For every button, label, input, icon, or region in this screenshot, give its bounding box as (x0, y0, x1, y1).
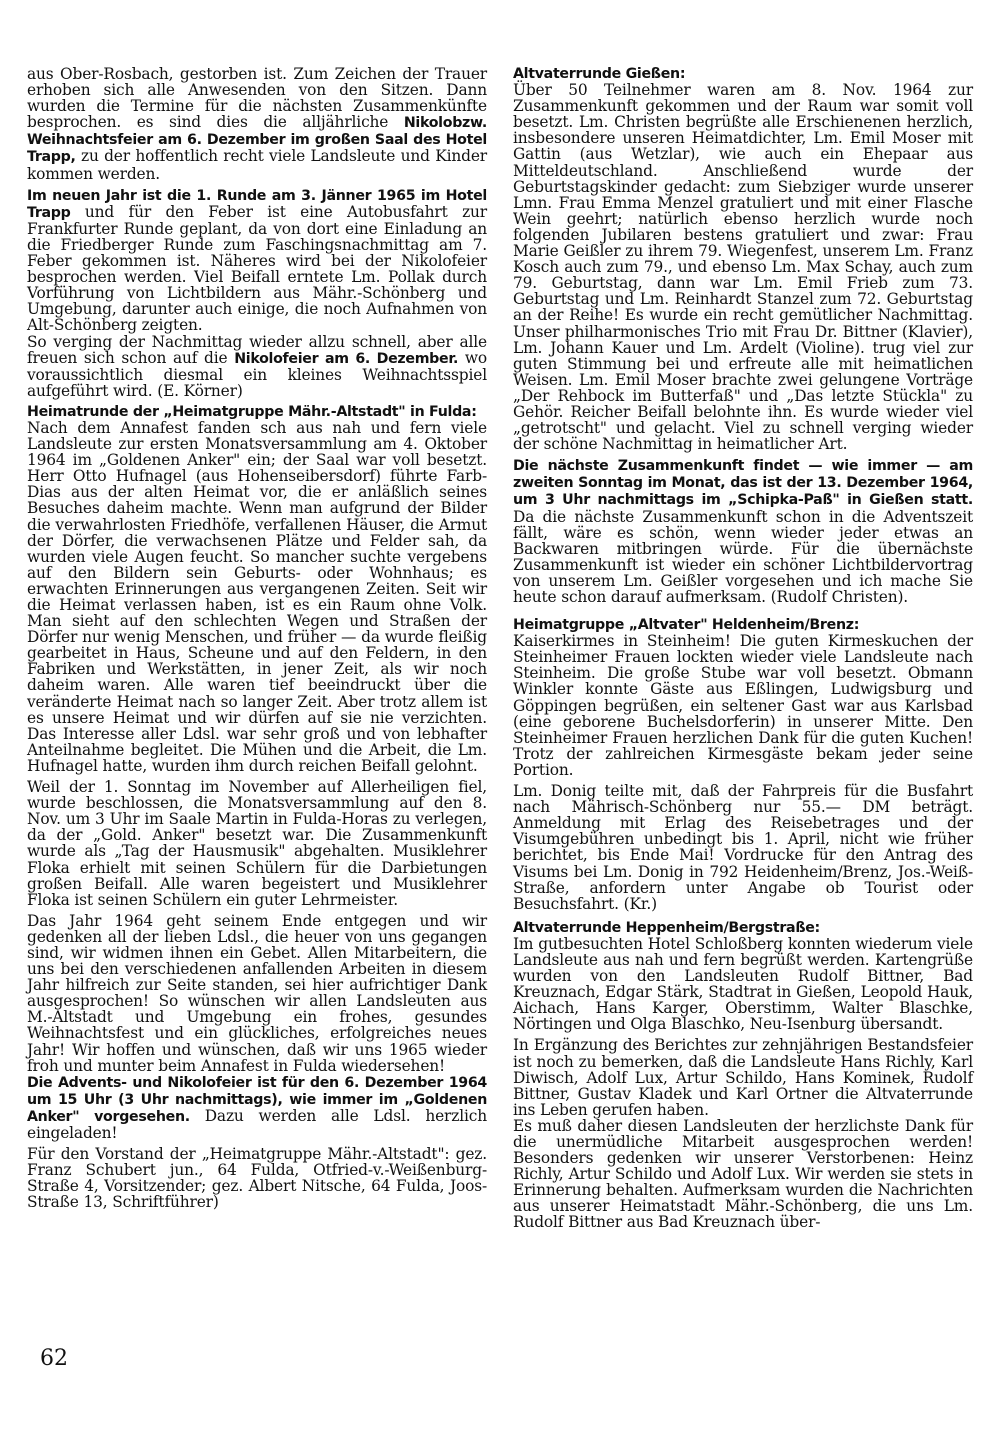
paragraph-text: So verging der Nachmittag wieder allzu schnell, aber alle freuen sich schon auf die (27, 332, 487, 367)
emphasis-text: Im neuen Jahr ist die 1. Runde am 3. Jänner 1965 im Hotel Trapp (27, 187, 487, 221)
section-heading-heppenheim: Altvaterrunde Heppenheim/Bergstraße: (513, 919, 820, 936)
paragraph-signature: Für den Vorstand der „Heimatgruppe Mähr.-Altstadt": gez. Franz Schubert jun., 64 Fulda, Otfried-v.-Weißenburg-Straße 4, Vorsitzender; gez. Albert Nitsche, 64 Fulda, Joos-Straße 13, Schriftführer) (27, 1145, 487, 1212)
emphasis-text: Nikolofeier am 6. Dezember. (234, 350, 459, 367)
paragraph-bus-trip: Lm. Donig teilte mit, daß der Fahrpreis für die Busfahrt nach Mährisch-Schönberg nur 55.— DM beträgt. Anmeldung mit Erlag des Reisebetrages und der Visumgebühren unbedingt bis 1. April, nicht wie früher berichtet, bis Ende Mai! Vordrucke für den Antrag des Visums bei Lm. Donig in 792 Heidenheim/Brenz, Jos.-Weiß-Straße, anfordern unter Angabe ob Tourist oder Besuchsfahrt. (Kr.) (513, 782, 973, 913)
paragraph-giessen-meeting: Über 50 Teilnehmer waren am 8. Nov. 1964 zur Zusammenkunft gekommen und der Raum war somit voll besetzt. Lm. Christen begrüßte alle Erschienenen herzlich, insbesondere unseren Heimatdichter, Lm. Emil Moser mit Gattin (aus Wetzlar), wie auch ein Ehepaar aus Mitteldeutschland. Anschließend wurde der Geburtstagskinder gedacht: zum Siebziger wurde unserer Lmn. Frau Emma Menzel gratuliert und mit einer Flasche Wein geehrt; natürlich ebenso herzlich wurde noch folgenden Jubilaren bestens gratuliert und zwar: Frau Marie Geißler zu ihrem 79. Wiegenfest, unserem Lm. Franz Kosch auch zum 79., und ebenso Lm. Max Schay, auch zum 79. Geburtstag, dann war Lm. Emil Frieb zum 73. Geburtstag und Lm. Reinhardt Stanzel zum 72. Geburtstag an der Reihe! Es wurde ein recht gemütlicher Nachmittag. Unser philharmonisches Trio mit Frau Dr. Bittner (Klavier), Lm. Johann Kauer und Lm. Ardelt (Violine). trug viel zur guten Stimmung bei und erfreute alle mit heimatlichen Weisen. Lm. Emil Moser brachte zwei gelungene Vorträge „Der Rehbock im Butterfaß" und „Das letzte Stückla" zu Gehör. Reicher Beifall belohnte ihn. Es wurde wieder viel „getrotscht" und gelacht. Viel zu schnell verging wieder der schöne Nachmittag in heimatlicher Art. (513, 81, 973, 454)
emphasis-text: Nikolobzw. Weihnachtsfeier am 6. Dezember im großen Saal des Hotel Trapp, (27, 115, 487, 166)
paragraph-nachmittag-summary (27, 334, 487, 399)
paragraph-new-year-plans (27, 187, 487, 334)
section-heading-giessen: Altvaterrunde Gießen: (513, 66, 686, 82)
page-number: 62 (40, 1346, 68, 1371)
paragraph-november-meeting: Weil der 1. Sonntag im November auf Allerheiligen fiel, wurde beschlossen, die Monatsversammlung auf den 8. Nov. um 3 Uhr im Saale Martin in Fulda-Horas zu verlegen, da der „Gold. Anker" besetzt war. Die Zusammenkunft wurde als „Tag der Hausmusik" abgehalten. Musiklehrer Floka erhielt mit seinen Schülern für die Darbietungen großen Beifall. Alle waren begeistert und Musiklehrer Floka ist seinen Schülern ein guter Lehrmeister. (27, 778, 487, 909)
paragraph-card-greetings: Im gutbesuchten Hotel Schloßberg konnten wiederum viele Landsleute aus nah und fern begrüßt werden. Kartengrüße wurden von den Landsleuten Rudolf Bittner, Bad Kreuznach, Edgar Stärk, Stadtrat in Gießen, Leopold Hauk, Aichach, Hans Karger, Oberstimm, Walter Blaschke, Nörtingen und Olga Blaschko, Neu-Isenburg übersandt. (513, 934, 973, 1034)
paragraph-october-meeting: Nach dem Annafest fanden sch aus nah und fern viele Landsleute zur ersten Monatsversammlung am 4. Oktober 1964 im „Goldenen Anker" ein; der Saal war voll besetzt. Herr Otto Hufnagel (aus Hohenseibersdorf) führte Farb-Dias aus der alten Heimat vor, die er anläßlich seines Besuches daheim machte. Wenn man aufgrund der Bilder die verwahrlosten Friedhöfe, verfallenen Häuser, die Armut der Dörfer, die verwachsenen Plätze und Felder sah, da wurden viele Augen feucht. So mancher suchte vergebens auf den Bildern sein Geburts- oder Wohnhaus; es erwachten Erinnerungen aus vergangenen Zeiten. Seit wir die Heimat verlassen haben, ist es ein Raum ohne Volk. Man sieht auf den schlechten Wegen und Straßen der Dörfer nur wenig Menschen, und früher — da wurde fleißig gearbeitet in Haus, Scheune und auf den Feldern, in den Fabriken und Werkstätten, in jener Zeit, als wir noch daheim waren. Alle waren tief beeindruckt über die veränderte Heimat nach so langer Zeit. Aber trotz allem ist es unsere Heimat und wir dürfen auf sie nie verzichten. Das Interesse aller Ldsl. war sehr groß und von lebhafter Anteilnahme begleitet. Die Mühen und die Arbeit, die Lm. Hufnagel hatte, wurden ihm durch reichen Beifall gelohnt. (27, 418, 487, 775)
right-column (513, 66, 973, 1231)
paragraph-thanks: Es muß daher diesen Landsleuten der herzlichste Dank für die unermüdliche Mitarbeit ausgesprochen werden! Besonders gedenken wir unserer Verstorbenen: Heinz Richly, Artur Schildo und Adolf Lux. Wir werden sie stets in Erinnerung behalten. Aufmerksam wurden die Nachrichten aus unserer Heimatstadt Mähr.-Schönberg, die uns Lm. Rudolf Bittner aus Bad Kreuznach über- (513, 1116, 973, 1232)
section-heading-fulda: Heimatrunde der „Heimatgruppe Mähr.-Altstadt" in Fulda: (27, 403, 477, 420)
paragraph-text: und für den Feber ist eine Autobusfahrt zur Frankfurter Runde geplant, da von dort eine Einladung an die Friedberger Runde zum Faschingsnachmittag am 7. Feber gekommen ist. Näheres wird bei der Nikolofeier besprochen werden. Viel Beifall erntete Lm. Pollak durch Vorführung von Lichtbildern aus Mähr.-Schönberg und Umgebung, darunter auch einige, die noch Aufnahmen von Alt-Schönberg zeigten. (27, 202, 487, 335)
emphasis-text: Die nächste Zusammenkunft findet — wie immer — am zweiten Sonntag im Monat, das ist der 13. Dezember 1964, um 3 Uhr nachmittags im „Schipka-Paß" in Gießen statt. (513, 458, 973, 509)
paragraph-text: aus Ober-Rosbach, gestorben ist. Zum Zeichen der Trauer erhoben sich alle Anwesenden von den Sitzen. Dann wurden die Termine für die nächsten Zusammenkünfte besprochen. es sind dies die alljährliche (27, 65, 487, 132)
paragraph-advent-invitation (27, 1074, 487, 1141)
emphasis-text: Die Advents- und Nikolofeier ist für den 6. Dezember 1964 um 15 Uhr (3 Uhr nachmittags), wie immer im „Goldenen Anker" vorgesehen. (27, 1074, 487, 1125)
paragraph-kirmes: Kaiserkirmes in Steinheim! Die guten Kirmeskuchen der Steinheimer Frauen lockten wieder viele Landsleute nach Steinheim. Die große Stube war voll besetzt. Obmann Winkler konnte Gäste aus Eßlingen, Ludwigsburg und Göppingen begrüßen, ein seltener Gast war aus Karlsbad (eine geborene Buchelsdorferin) in unserer Mitte. Den Steinheimer Frauen herzlichen Dank für die guten Kuchen! Trotz der zahlreichen Kirmesgäste bekam jeder seine Portion. (513, 632, 973, 779)
section-heading-heidenheim: Heimatgruppe „Altvater" Heldenheim/Brenz: (513, 617, 860, 634)
paragraph-text: Da die nächste Zusammenkunft schon in die Adventszeit fällt, wäre es schön, wenn wieder jeder etwas an Backwaren mitbringen würde. Für die übernächste Zusammenkunft ist wieder ein schöner Lichtbildervortrag von unserem Lm. Geißler vorgesehen und ich mache Sie heute schon darauf aufmerksam. (Rudolf Christen). (513, 507, 973, 606)
left-column (27, 66, 487, 1210)
paragraph-founders: In Ergänzung des Berichtes zur zehnjährigen Bestandsfeier ist noch zu bemerken, daß die Landsleute Hans Richly, Karl Diwisch, Adolf Lux, Artur Schildo, Hans Kominek, Rudolf Bittner, Gustav Kladek und Karl Ortner die Altvaterrunde ins Leben gerufen haben. (513, 1036, 973, 1119)
paragraph-text: wo voraussichtlich diesmal ein kleines Weihnachtsspiel aufgeführt wird. (E. Körner) (27, 348, 487, 400)
paragraph-next-meeting (513, 457, 973, 605)
paragraph-text: zu der hoffentlich recht viele Landsleute und Kinder kommen werden. (27, 147, 487, 183)
paragraph-text: Dazu werden alle Ldsl. herzlich eingeladen! (27, 1106, 487, 1142)
paragraph-year-end-greeting: Das Jahr 1964 geht seinem Ende entgegen und wir gedenken all der lieben Ldsl., die heuer von uns gegangen sind, wir widmen ihnen ein Gebet. Allen Mitarbeitern, die uns bei den verschiedenen anfallenden Arbeiten in diesem Jahr hilfreich zur Seite standen, sei hier aufrichtiger Dank ausgesprochen! So wünschen wir allen Landsleuten aus M.-Altstadt und Umgebung ein frohes, gesundes Weihnachtsfest und ein glückliches, erfolgreiches neues Jahr! Wir hoffen und wünschen, daß wir uns 1965 wieder froh und munter beim Annafest in Fulda wiedersehen! (27, 911, 487, 1075)
paragraph-nikolofeier-announcement (27, 66, 487, 182)
